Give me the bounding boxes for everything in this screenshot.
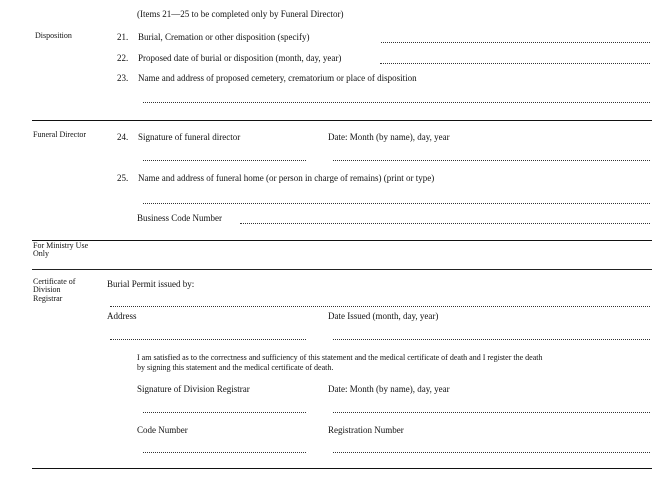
date-issued-field[interactable] (333, 339, 650, 340)
business-code-label: Business Code Number (137, 213, 222, 223)
address-field[interactable] (110, 339, 306, 340)
item23-label: Name and address of proposed cemetery, crematorium or place of disposition (138, 73, 417, 83)
address-label: Address (107, 311, 137, 321)
registrar-statement-line2: by signing this statement and the medical certificate of death. (137, 363, 334, 372)
registrar-signature-date-field[interactable] (333, 412, 650, 413)
item22-number: 22. (117, 53, 129, 63)
section-divider-funeral-director (32, 240, 652, 241)
item23-field[interactable] (143, 102, 650, 103)
ministry-section-label: For Ministry Use Only (33, 241, 89, 259)
item25-label: Name and address of funeral home (or person in charge of remains) (print or type) (138, 173, 435, 183)
item25-field[interactable] (143, 203, 650, 204)
section-divider-ministry (32, 269, 652, 270)
funeral-director-signature-field[interactable] (143, 160, 306, 161)
code-number-label: Code Number (137, 425, 188, 435)
registrar-signature-field[interactable] (143, 412, 306, 413)
item22-field[interactable] (380, 63, 650, 64)
item24-date-label: Date: Month (by name), day, year (328, 132, 450, 142)
burial-permit-label: Burial Permit issued by: (107, 279, 195, 289)
burial-permit-field[interactable] (110, 306, 650, 307)
disposition-section-label: Disposition (35, 31, 72, 40)
registrar-signature-label: Signature of Division Registrar (137, 384, 250, 394)
date-issued-label: Date Issued (month, day, year) (328, 311, 439, 321)
header-note: (Items 21—25 to be completed only by Funeral Director) (137, 9, 344, 19)
registrar-section-label: Certificate of Division Registrar (33, 277, 76, 303)
item23-number: 23. (117, 73, 129, 83)
item25-number: 25. (117, 173, 129, 183)
registration-number-field[interactable] (333, 452, 650, 453)
item24-number: 24. (117, 132, 129, 142)
code-number-field[interactable] (143, 452, 306, 453)
section-divider-disposition (32, 120, 652, 121)
item21-field[interactable] (381, 42, 650, 43)
registration-number-label: Registration Number (328, 425, 404, 435)
funeral-director-date-field[interactable] (333, 160, 650, 161)
item21-label: Burial, Cremation or other disposition (specify) (138, 32, 310, 42)
item24-label: Signature of funeral director (138, 132, 241, 142)
section-divider-registrar (32, 468, 652, 469)
registrar-statement-line1: I am satisfied as to the correctness and sufficiency of this statement and the medical certificate of death and I register the death (137, 353, 543, 362)
funeral-director-section-label: Funeral Director (33, 130, 87, 139)
business-code-field[interactable] (240, 223, 650, 224)
item21-number: 21. (117, 32, 129, 42)
registrar-signature-date-label: Date: Month (by name), day, year (328, 384, 450, 394)
item22-label: Proposed date of burial or disposition (month, day, year) (138, 53, 342, 63)
